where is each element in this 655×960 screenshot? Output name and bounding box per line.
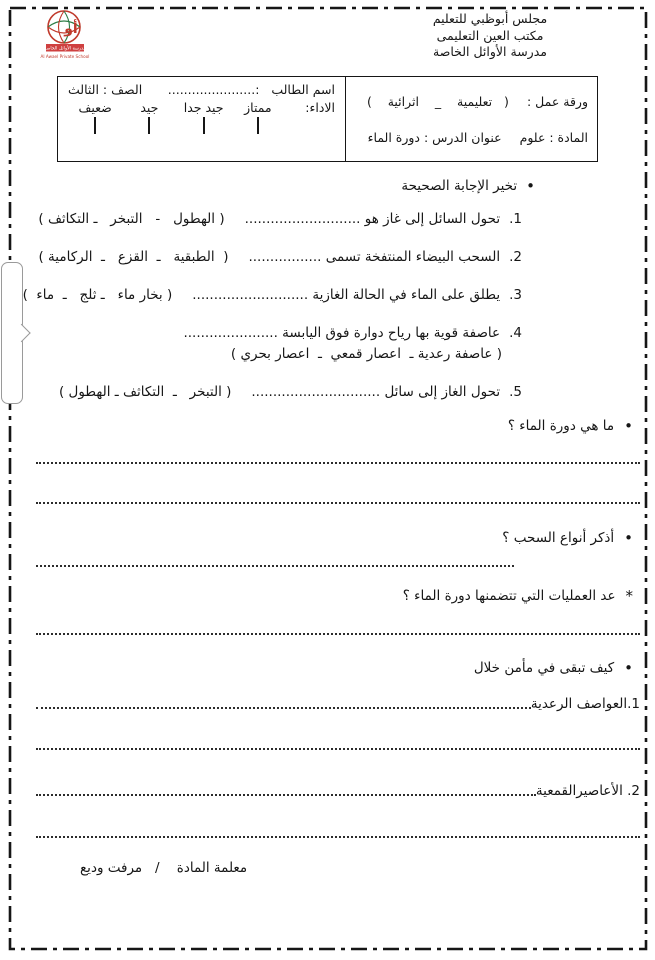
- mcq-question-3: [22, 285, 535, 306]
- mcq-section: [22, 178, 535, 420]
- answer-line: [36, 736, 640, 750]
- question-options: ( عاصفة رعدية ـ اعصار قمعي ـ اعصار بحري ): [230, 346, 502, 362]
- rating-checkbox-very-good[interactable]: [203, 117, 205, 134]
- header-council: مجلس أبوظبي للتعليم: [432, 11, 548, 26]
- question-number: 2.: [509, 249, 522, 265]
- question-number: 3.: [509, 287, 522, 303]
- open-question-water-cycle: • ما هي دورة الماء ؟: [507, 416, 633, 435]
- mcq-question-2: [22, 247, 535, 268]
- answer-blank: ..............................: [251, 384, 381, 400]
- performance-labels-row: [68, 100, 335, 115]
- answer-line: [36, 824, 640, 838]
- subject-label: المادة : علوم: [519, 129, 588, 145]
- question-number: 1.: [509, 211, 522, 227]
- school-logo: [34, 8, 98, 64]
- performance-checkbox-row: [68, 118, 335, 133]
- rating-checkbox-good[interactable]: [148, 117, 150, 134]
- bullet-icon: •: [624, 416, 633, 435]
- answer-line: [36, 450, 640, 464]
- worksheet-types: ( تعليمية _ اثرائية ): [366, 94, 509, 110]
- rating-checkbox-weak[interactable]: [94, 117, 96, 134]
- answer-blank: .................: [248, 249, 322, 265]
- answer-line: [36, 794, 536, 796]
- asterisk-marker: *: [625, 586, 633, 605]
- rating-checkbox-excellent[interactable]: [257, 117, 259, 134]
- question-text: تحول الغاز إلى سائل: [384, 384, 501, 400]
- answer-blank: ...........................: [192, 287, 309, 303]
- logo-caption: Al Awael Private School: [40, 54, 90, 59]
- mcq-question-4: [22, 323, 535, 365]
- question-options: ( التبخر ـ التكاثف ـ الهطول ): [58, 384, 232, 400]
- rating-label-weak: ضعيف: [78, 100, 112, 115]
- worksheet-label: ورقة عمل :: [526, 94, 588, 110]
- answer-blank: ...........................: [244, 211, 361, 227]
- bullet-icon: •: [624, 658, 633, 677]
- sub-item-tornadoes: 2. الأعاصيرالقمعية: [36, 783, 640, 799]
- question-text: السحب البيضاء المنتفخة تسمى: [325, 249, 501, 265]
- answer-blank: ......................: [183, 325, 278, 341]
- answer-line: [36, 553, 514, 567]
- header-school: مدرسة الأوائل الخاصة: [433, 44, 547, 59]
- open-question-cloud-types: • أذكر أنواع السحب ؟: [502, 528, 633, 547]
- logo-banner-text: مدرسة الأوائل الخاصة: [44, 46, 86, 52]
- mcq-question-1: [22, 209, 535, 230]
- bullet-icon: •: [624, 528, 633, 547]
- question-options: ( الطبقية ـ القزع ـ الركامية ): [38, 249, 229, 265]
- rating-label-good: جيد: [140, 100, 159, 115]
- student-info-cell: [58, 77, 345, 161]
- teacher-signature: معلمة المادة / مرفت وديع: [80, 860, 248, 876]
- grade-label: الصف : الثالث: [68, 82, 143, 97]
- rating-label-very-good: جيد جدا: [183, 100, 224, 115]
- question-text: عاصفة قوية بها رياح دوارة فوق اليابسة: [282, 325, 501, 341]
- performance-label: الاداء:: [305, 100, 335, 115]
- answer-line: [36, 490, 640, 504]
- worksheet-meta-cell: [345, 77, 597, 161]
- lesson-title: عنوان الدرس : دورة الماء: [367, 129, 502, 145]
- mcq-heading: تخير الإجابة الصحيحة: [401, 178, 518, 194]
- worksheet-info-table: [57, 76, 598, 162]
- sub-item-thunderstorms: 1.العواصف الرعدية: [36, 696, 640, 712]
- answer-line: [36, 707, 531, 709]
- question-options: ( الهطول - التبخر ـ التكاثف ): [38, 211, 225, 227]
- bullet-icon: •: [526, 176, 535, 195]
- question-number: 4.: [509, 325, 522, 341]
- question-options: ( بخار ماء ـ ثلج ـ ماء ): [22, 287, 173, 303]
- open-question-stay-safe: • كيف تبقى في مأمن خلال: [473, 658, 633, 677]
- student-name-field[interactable]: اسم الطالب :......................: [167, 82, 335, 97]
- question-number: 5.: [509, 384, 522, 400]
- question-text: يطلق على الماء في الحالة الغازية: [312, 287, 501, 303]
- open-question-processes: * عد العمليات التي تتضمنها دورة الماء ؟: [402, 586, 633, 605]
- page-flip-handle[interactable]: [1, 262, 23, 404]
- school-header: [352, 11, 628, 61]
- mcq-question-5: [22, 382, 535, 403]
- answer-line: [36, 621, 640, 635]
- question-text: تحول السائل إلى غاز هو: [364, 211, 501, 227]
- logo-letters: أو: [64, 21, 78, 37]
- rating-label-excellent: ممتاز: [244, 100, 272, 115]
- header-office: مكتب العين التعليمى: [436, 27, 544, 43]
